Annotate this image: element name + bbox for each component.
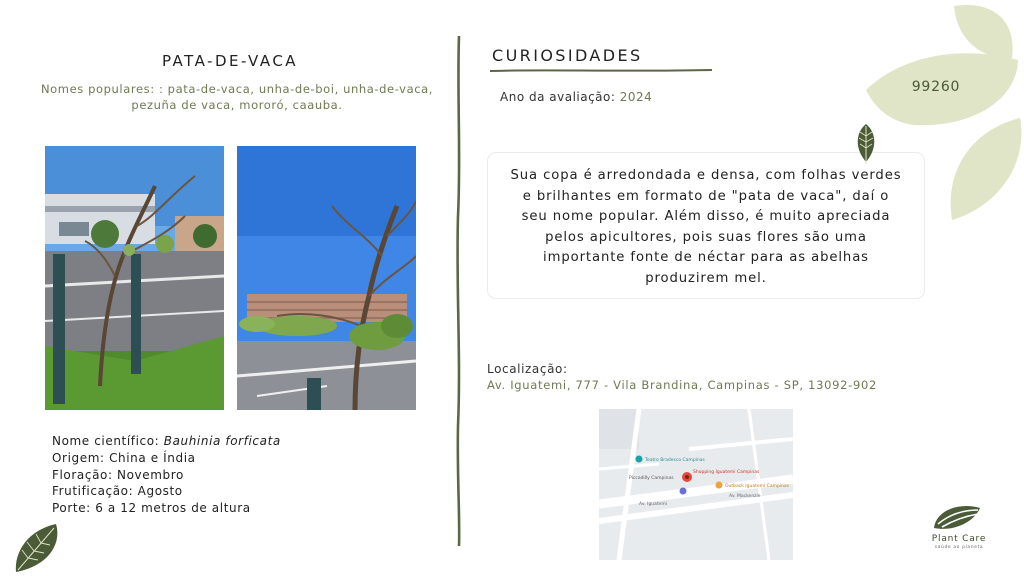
plant-photo-2: [237, 146, 416, 410]
vertical-divider: [452, 36, 466, 546]
map-label-theatre: Teatro Bradesco Campinas: [645, 458, 705, 463]
brand-tagline: saúde ao planeta: [934, 545, 984, 550]
fact-flowering: Floração: Novembro: [52, 467, 184, 482]
popular-names: Nomes populares: : pata-de-vaca, unha-de-boi, unha-de-vaca, pezuña de vaca, mororó, caauba.: [40, 82, 434, 112]
plant-facts: [52, 433, 281, 517]
leaf-icon: [852, 122, 880, 166]
map-label-outback: Outback Iguatemi Campinas: [725, 484, 790, 489]
location-address: Av. Iguatemi, 777 - Vila Brandina, Campinas - SP, 13092-902: [487, 378, 878, 392]
location-map[interactable]: [599, 409, 793, 560]
evaluation-year: Ano da avaliação: 2024: [500, 90, 653, 104]
curiosity-text: Sua copa é arredondada e densa, com folhas verdes e brilhantes em formato de "pata de vaca", daí o seu nome popular. Além disso, é muito apreciada pelos apicultores, pois suas flores são uma importante fonte de néctar para as abelhas produzirem mel.: [510, 168, 902, 286]
brand-name: Plant Care: [931, 534, 987, 544]
map-label-shopping: Shopping Iguatemi Campinas: [693, 470, 760, 475]
title-underline: [490, 67, 712, 75]
curiosities-title: CURIOSIDADES: [492, 46, 643, 65]
fact-fruiting: Frutificação: Agosto: [52, 484, 183, 499]
plant-code: 99260: [911, 79, 961, 95]
plant-photo-1: [45, 146, 224, 410]
fact-origin: Origem: China e Índia: [52, 450, 196, 465]
plant-title: PATA-DE-VACA: [161, 52, 299, 70]
location-label: Localização:: [487, 362, 568, 376]
fact-size: Porte: 6 a 12 metros de altura: [52, 501, 251, 516]
map-label-road-1: Av. Iguatemi: [639, 502, 667, 507]
map-label-piccadilly: Piccadilly Campinas: [629, 476, 674, 481]
leaf-icon-bottom: [10, 522, 62, 576]
fact-scientific-name: Nome científico: Bauhinia forficata: [52, 434, 281, 448]
map-label-road-2: Av. Mackenzie: [729, 494, 761, 499]
decorative-leaves: [852, 0, 1024, 230]
